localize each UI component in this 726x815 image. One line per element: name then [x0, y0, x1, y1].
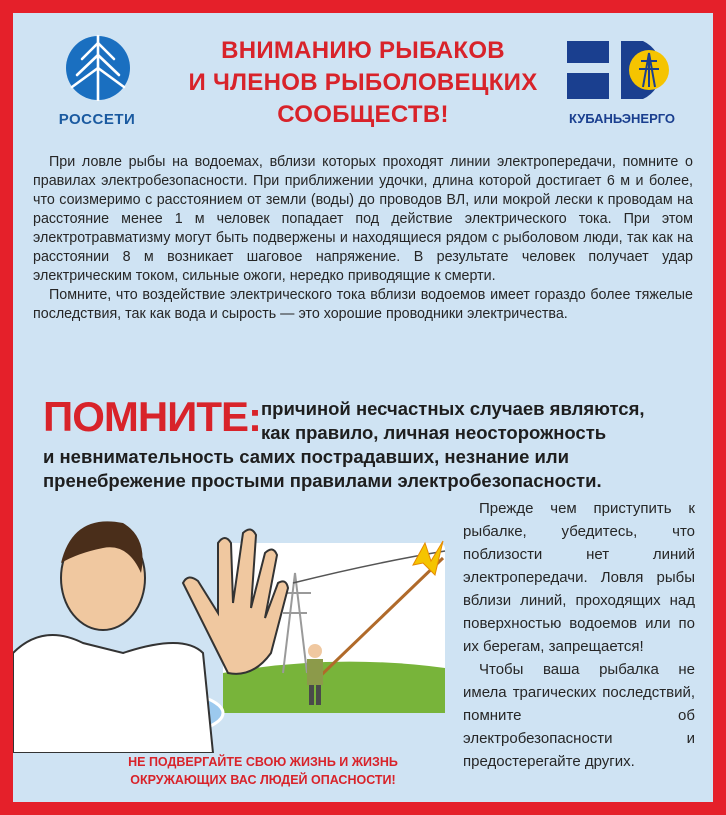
- title-line-2: И ЧЛЕНОВ РЫБОЛОВЕЦКИХ: [188, 69, 538, 96]
- rosseti-logo-text: РОССЕТИ: [58, 111, 136, 128]
- remember-line-4: пренебрежение простыми правилами электробезопасности.: [43, 470, 602, 491]
- grass-field: [223, 662, 445, 713]
- poster-panel: [13, 13, 713, 802]
- remember-text-right: [261, 397, 645, 445]
- side-paragraph-1: Прежде чем приступить к рыбалке, убедитесь, что поблизости нет линий электропередачи. Ловля рыбы вблизи линий, проходящих над поверхностью водоемов или по их берегам, запрещается!: [463, 500, 695, 655]
- side-text: [463, 497, 695, 773]
- intro-paragraph-2: Помните, что воздействие электрического тока вблизи водоемов имеет гораздо более тяжелые последствия, так как вода и сырость — это хорошие проводники электричества.: [33, 287, 693, 322]
- rosseti-globe-icon: [65, 35, 131, 101]
- side-paragraph-2: Чтобы ваша рыбалка не имела трагических последствий, помните об электробезопасности и предостерегайте других.: [463, 661, 695, 770]
- title-line-3: СООБЩЕСТВ!: [277, 101, 449, 128]
- kubanenergo-emblem-icon: [563, 35, 681, 105]
- intro-text: [33, 153, 693, 324]
- remember-line-2: как правило, личная неосторожность: [261, 422, 607, 443]
- kubanenergo-logo: [553, 35, 691, 145]
- warning-line-2: ОКРУЖАЮЩИХ ВАС ЛЮДЕЙ ОПАСНОСТИ!: [130, 773, 396, 787]
- title-line-1: ВНИМАНИЮ РЫБАКОВ: [221, 37, 505, 64]
- remember-heading: ПОМНИТЕ:: [43, 393, 262, 440]
- page-title: [173, 35, 553, 131]
- warning-line-1: НЕ ПОДВЕРГАЙТЕ СВОЮ ЖИЗНЬ И ЖИЗНЬ: [128, 755, 398, 769]
- rosseti-logo: [37, 35, 157, 145]
- remember-text-bottom: [43, 445, 602, 493]
- warning-caption: [73, 753, 453, 789]
- man-warning-figure: [13, 521, 288, 753]
- intro-paragraph-1: При ловле рыбы на водоемах, вблизи которых проходят линии электропередачи, помните о правилах электробезопасности. При приближении удочки, длина которой достигает 6 м и более, что соизмеримо с расстоянием от земли (воды) до проводов ВЛ, или мокрой лески к проводам на расстояние менее 1 м человек попадает под действие электрического тока. При этом электротравматизму могут быть подвержены и находящиеся рядом с рыболовом люди, так как на расстоянии 8 м возникает шаговое напряжение. В результате человек получает удар электрическим током, сильные ожоги, нередко приводящие к смерти.: [33, 154, 693, 284]
- warning-illustration: [13, 503, 453, 753]
- remember-line-3: и невнимательность самих пострадавших, незнание или: [43, 446, 570, 467]
- remember-line-1: причиной несчастных случаев являются,: [261, 398, 645, 419]
- kubanenergo-logo-text: КУБАНЬЭНЕРГО: [568, 111, 676, 126]
